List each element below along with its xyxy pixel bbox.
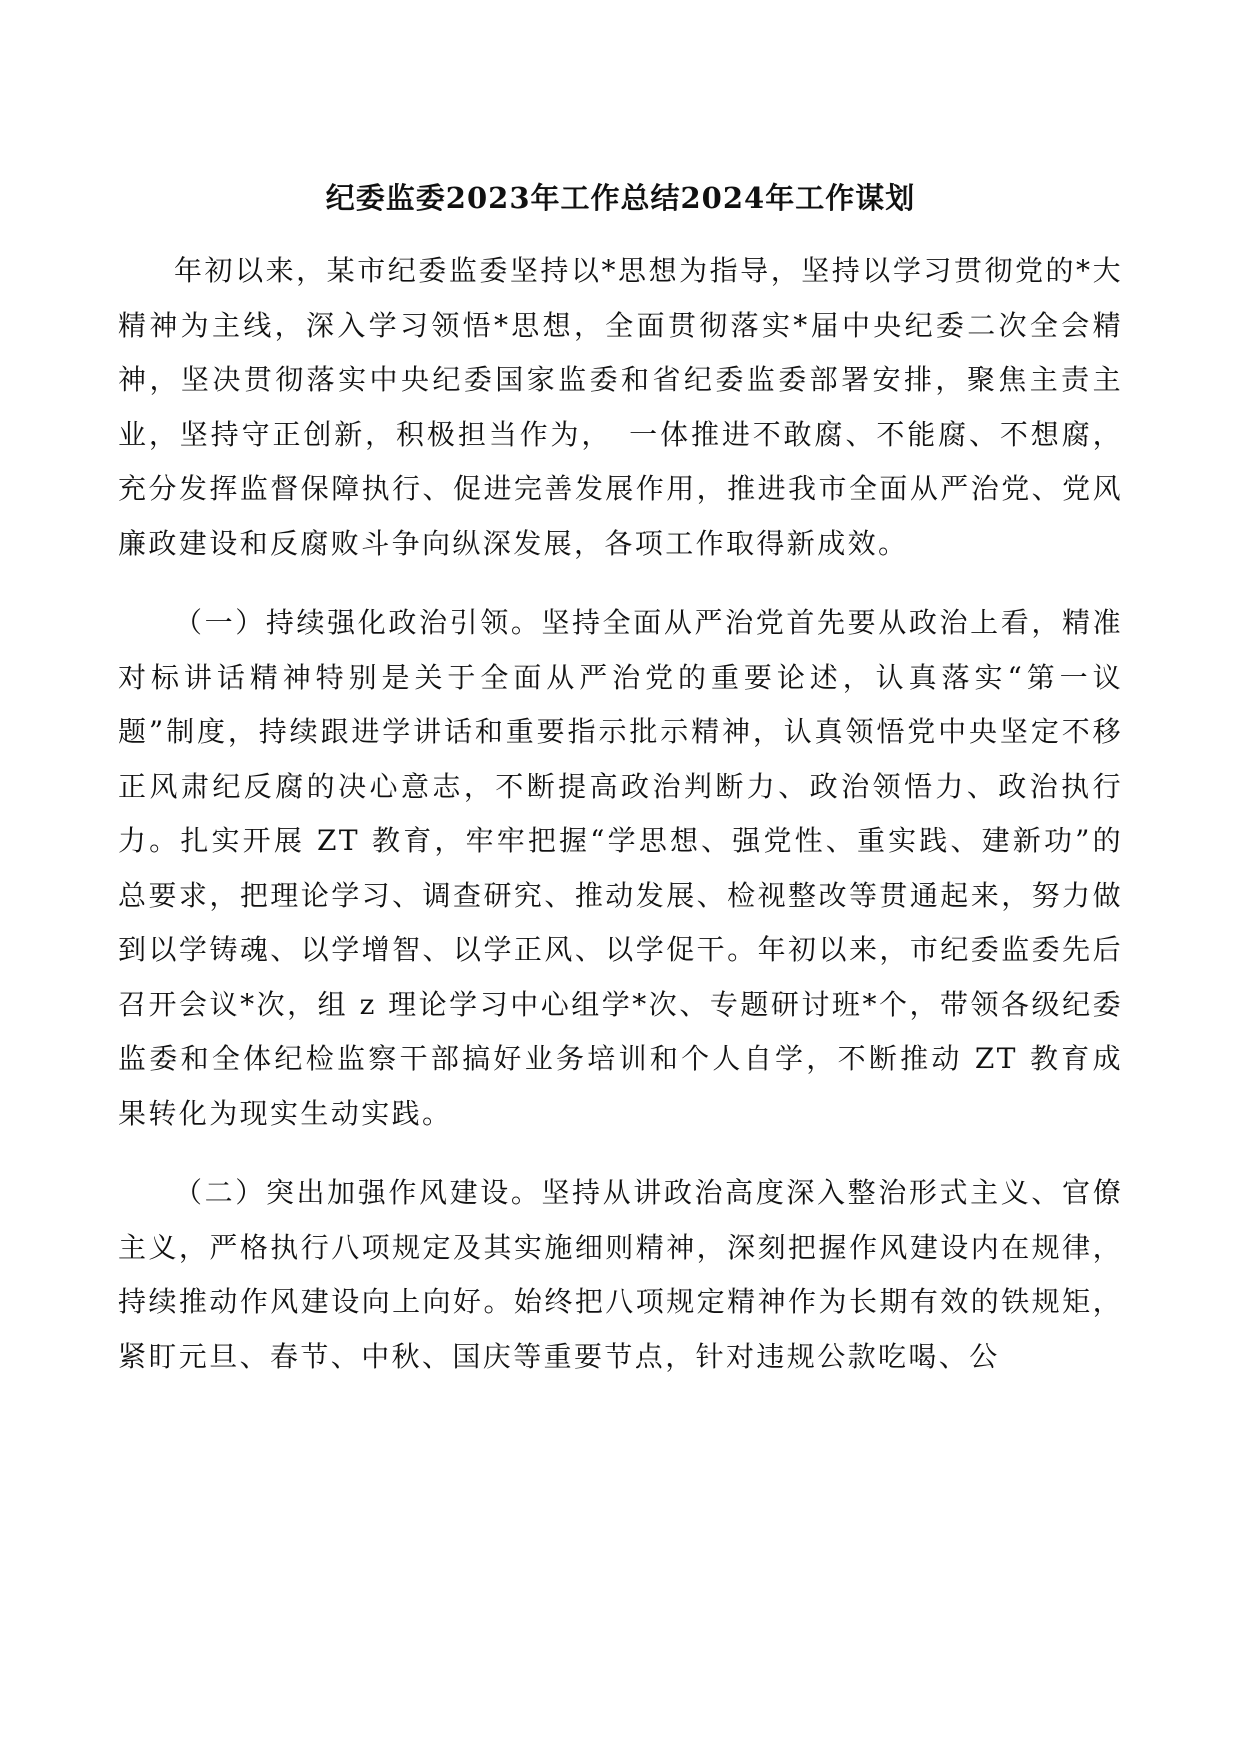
section-1-paragraph: （一）持续强化政治引领。坚持全面从严治党首先要从政治上看，精准对标讲话精神特别是关于全面从严治党的重要论述，认真落实“第一议题”制度，持续跟进学讲话和重要指示批示精神，认真领悟党中央坚定不移正风肃纪反腐的决心意志，不断提高政治判断力、政治领悟力、政治执行力。扎实开展 ZT 教育，牢牢把握“学思想、强党性、重实践、建新功”的总要求，把理论学习、调查研究、推动发展、检视整改等贯通起来，努力做到以学铸魂、以学增智、以学正风、以学促干。年初以来，市纪委监委先后召开会议*次，组 z 理论学习中心组学*次、专题研讨班*个，带领各级纪委监委和全体纪检监察干部搞好业务培训和个人自学，不断推动 ZT 教育成果转化为现实生动实践。 [118, 606, 1123, 1130]
document-title: 纪委监委2023年工作总结2024年工作谋划 [325, 181, 916, 215]
intro-paragraph: 年初以来，某市纪委监委坚持以*思想为指导，坚持以学习贯彻党的*大精神为主线，深入学习领悟*思想，全面贯彻落实*届中央纪委二次全会精神，坚决贯彻落实中央纪委国家监委和省纪委监委部署安排，聚焦主责主业，坚持守正创新，积极担当作为， 一体推进不敢腐、不能腐、不想腐，充分发挥监督保障执行、促进完善发展作用，推进我市全面从严治党、党风廉政建设和反腐败斗争向纵深发展，各项工作取得新成效。 [118, 254, 1123, 560]
section-2-paragraph: （二）突出加强作风建设。坚持从讲政治高度深入整治形式主义、官僚主义，严格执行八项规定及其实施细则精神，深刻把握作风建设内在规律，持续推动作风建设向上向好。始终把八项规定精神作为长期有效的铁规矩，紧盯元旦、春节、中秋、国庆等重要节点，针对违规公款吃喝、公 [118, 1176, 1123, 1373]
document-page [118, 150, 1123, 1384]
